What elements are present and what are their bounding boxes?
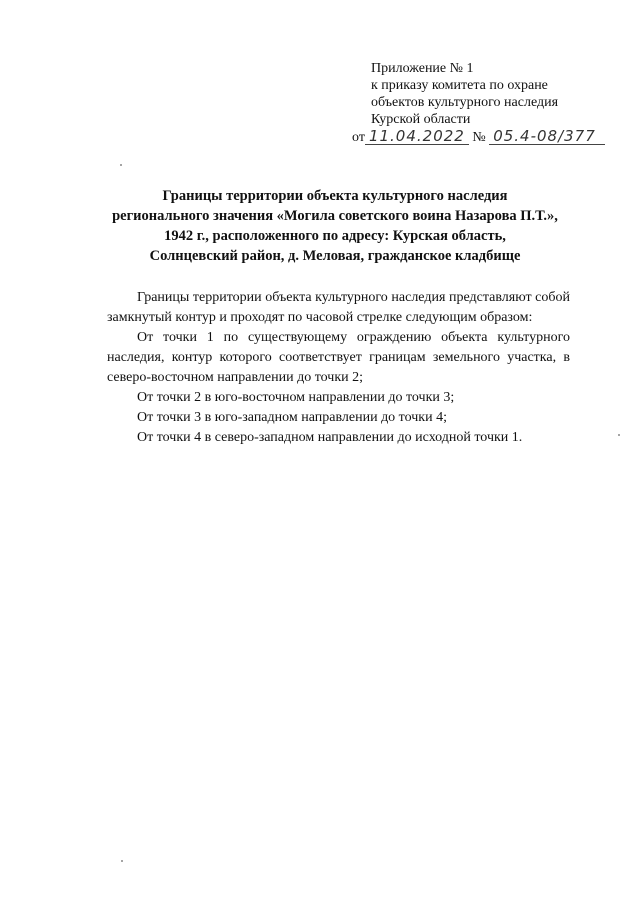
title-line: Солнцевский район, д. Меловая, гражданское кладбище <box>149 248 521 264</box>
body-paragraph: От точки 4 в северо-западном направлении до исходной точки 1. <box>137 430 523 445</box>
title-line: 1942 г., расположенного по адресу: Курская область, <box>164 228 506 244</box>
title-line: регионального значения «Могила советского воина Назарова П.Т.», <box>112 208 558 224</box>
document-body <box>107 288 570 448</box>
appendix-line: к приказу комитета по охране <box>371 78 548 93</box>
document-title <box>60 186 610 266</box>
appendix-title: Приложение № 1 <box>371 61 474 76</box>
scan-speck <box>121 860 123 862</box>
order-reference <box>352 128 605 148</box>
scan-speck <box>618 434 620 436</box>
body-paragraph: Границы территории объекта культурного наследия представляют собой замкнутый контур и проходят по часовой стрелке следующим образом: <box>107 290 570 325</box>
appendix-block <box>371 60 558 128</box>
body-paragraph: От точки 1 по существующему ограждению объекта культурного наследия, контур которого соответствует границам земельного участка, в северо-восточном направлении до точки 2; <box>107 330 570 385</box>
order-date-handwritten: 11.04.2022 <box>365 128 469 145</box>
body-paragraph: От точки 3 в юго-западном направлении до точки 4; <box>137 410 447 425</box>
order-number-sign: № <box>472 130 486 145</box>
body-paragraph: От точки 2 в юго-восточном направлении до точки 3; <box>137 390 455 405</box>
order-number-handwritten: 05.4-08/377 <box>489 128 605 145</box>
appendix-line: объектов культурного наследия <box>371 95 559 110</box>
appendix-line: Курской области <box>371 112 471 127</box>
order-date-prefix: от <box>352 130 365 145</box>
scan-speck <box>120 164 122 166</box>
title-line: Границы территории объекта культурного наследия <box>162 188 508 204</box>
